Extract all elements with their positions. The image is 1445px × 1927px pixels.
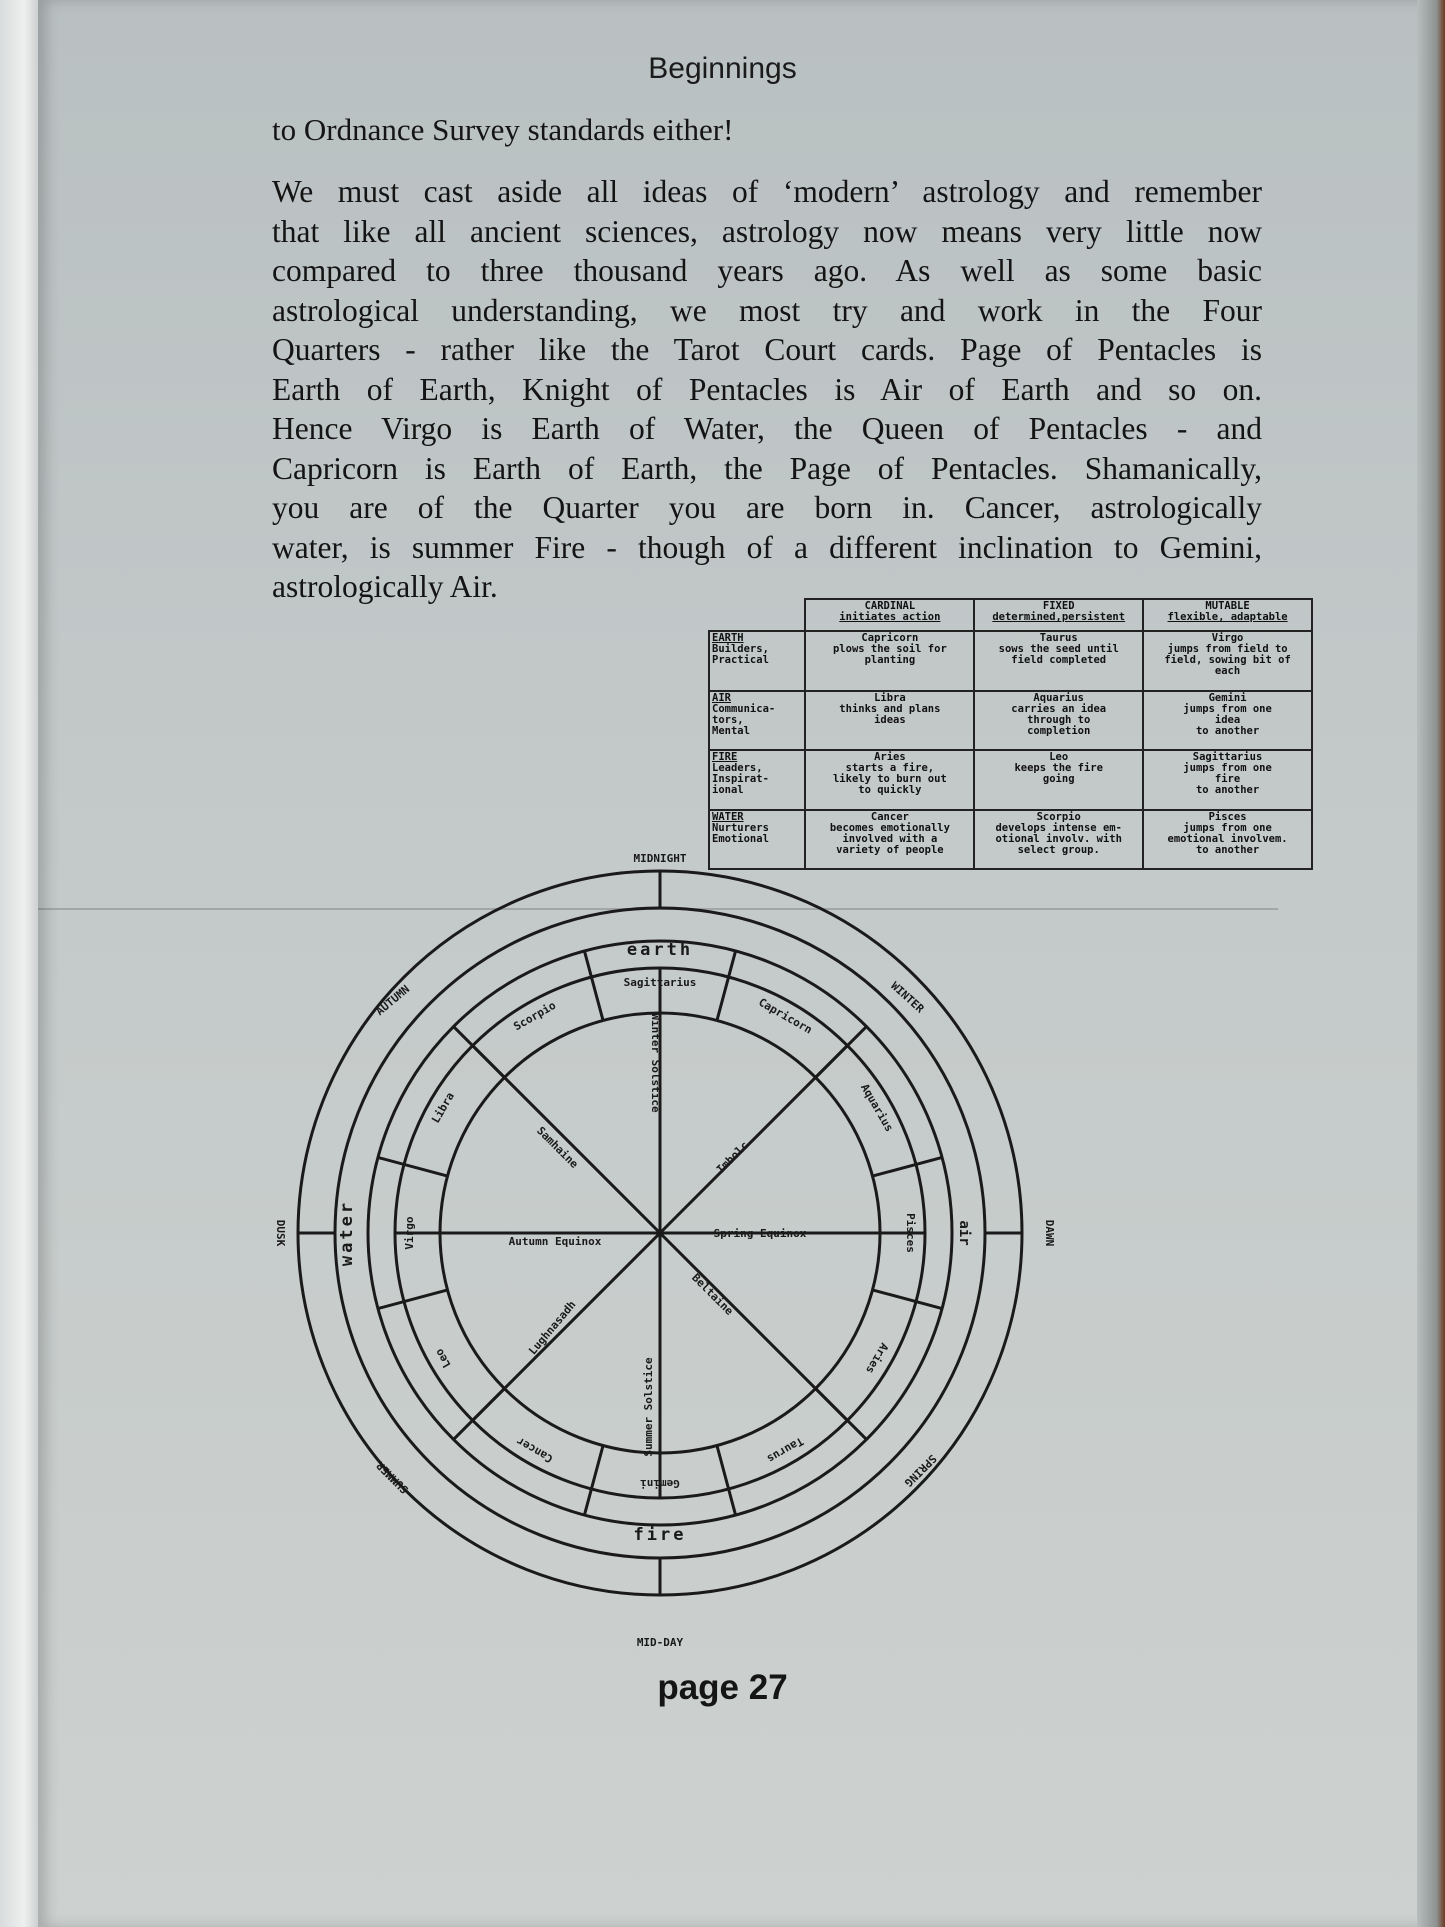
table-cell: Libra thinks and plans ideas — [805, 691, 974, 750]
column-subtitle: initiates action — [839, 611, 941, 623]
row-description: Nurturers Emotional — [712, 821, 769, 845]
sign-label: Sagittarius — [623, 976, 697, 989]
sign-divider — [454, 1389, 505, 1440]
air-label: air — [956, 1220, 972, 1246]
water-label: water — [337, 1199, 357, 1267]
sign-label: Virgo — [403, 1216, 416, 1250]
table-cell: Cancer becomes emotionally involved with a variety of people — [805, 810, 974, 870]
row-description: Builders, Practical — [712, 643, 769, 667]
imbolc-label: Imbolc — [713, 1138, 752, 1177]
summer-solstice-label: Summer Solstice — [642, 1357, 655, 1457]
paragraph-line: Capricorn is Earth of Earth, the Page of Pentacles. Shamanically, — [272, 450, 1262, 486]
column-title: FIXED — [1042, 600, 1075, 612]
paragraph-line: Hence Virgo is Earth of Water, the Queen of Pentacles - and — [272, 411, 1262, 446]
sign-divider — [816, 1389, 867, 1440]
spring-label: SPRING — [901, 1451, 940, 1490]
fire-label: fire — [633, 1525, 687, 1545]
table-cell: Taurus sows the seed until field completed — [974, 631, 1143, 690]
spring-equinox-label: Spring Equinox — [713, 1227, 807, 1240]
sign-divider — [717, 1446, 736, 1516]
sign-divider — [717, 951, 736, 1021]
table-cell: Virgo jumps from field to field, sowing bit of each — [1143, 631, 1312, 690]
running-header: Beginnings — [648, 52, 797, 85]
dawn-label: DAWN — [1043, 1219, 1056, 1247]
table-cell: Aries starts a fire, likely to burn out to quickly — [805, 750, 974, 809]
beltane-label: Beltaine — [689, 1271, 736, 1318]
paragraph-line: you are of the Quarter you are born in. Cancer, astrologically — [272, 490, 1262, 525]
winter-label: WINTER — [888, 979, 927, 1016]
table-cell: Capricorn plows the soil for planting — [805, 631, 974, 690]
table-cell: Aquarius carries an idea through to completion — [974, 691, 1143, 750]
winter-solstice-label: Winter Solstice — [649, 1013, 662, 1113]
paragraph-line: compared to three thousand years ago. As well as some basic — [272, 253, 1262, 288]
sign-label: Taurus — [764, 1434, 806, 1466]
column-title: MUTABLE — [1205, 600, 1250, 612]
autumn-label: AUTUMN — [373, 982, 413, 1019]
dusk-label: DUSK — [274, 1219, 287, 1247]
sign-label: Aquarius — [858, 1081, 896, 1134]
paragraph-line: We must cast aside all ideas of ‘modern’ astrology and remember — [272, 174, 1262, 209]
table-cell: Leo keeps the fire going — [974, 750, 1143, 809]
column-subtitle: flexible, adaptable — [1167, 611, 1288, 623]
summer-label: SUMMER — [373, 1458, 412, 1497]
paragraph-line: water, is summer Fire - though of a different inclination to Gemini, — [272, 529, 1262, 565]
table-cell: Sagittarius jumps from one fire to another — [1143, 750, 1312, 809]
row-element: FIRE — [712, 751, 738, 764]
sign-label: Leo — [432, 1346, 454, 1371]
sign-label: Gemini — [640, 1477, 680, 1490]
midday-label: MID-DAY — [636, 1636, 684, 1649]
sign-divider — [584, 951, 603, 1021]
sign-divider — [378, 1290, 448, 1309]
paragraph-line: astrological understanding, we most try and work in the Four — [272, 292, 1262, 328]
sign-divider — [378, 1157, 448, 1176]
sign-divider — [454, 1027, 505, 1078]
sign-label: Pisces — [904, 1213, 917, 1253]
lughnasadh-label: Lughnasadh — [526, 1298, 579, 1358]
column-title: CARDINAL — [864, 600, 916, 612]
paragraph-line: that like all ancient sciences, astrology now means very little now — [272, 213, 1262, 249]
sign-label: Aries — [863, 1340, 891, 1376]
table-cell: Pisces jumps from one emotional involvem. to another — [1143, 810, 1312, 870]
row-description: Leaders, Inspirat- ional — [712, 762, 769, 797]
samhain-label: Samhaine — [534, 1124, 581, 1171]
paragraph-line: Earth of Earth, Knight of Pentacles is Air of Earth and so on. — [272, 371, 1262, 407]
sign-label: Scorpio — [511, 998, 559, 1034]
row-description: Communica- tors, Mental — [712, 702, 776, 737]
earth-label: earth — [626, 940, 694, 960]
row-element: AIR — [712, 691, 731, 704]
paragraph-line: astrologically Air. — [272, 569, 498, 604]
sign-label: Libra — [429, 1090, 457, 1126]
table-cell: Scorpio develops intense em- otional involv. with select group. — [974, 810, 1143, 870]
table-cell: Gemini jumps from one idea to another — [1143, 691, 1312, 750]
continuation-line: to Ordnance Survey standards either! — [272, 112, 734, 147]
row-element: WATER — [712, 810, 744, 823]
sign-divider — [816, 1027, 867, 1078]
sign-divider — [873, 1157, 943, 1176]
row-element: EARTH — [712, 632, 744, 645]
paragraph-line: Quarters - rather like the Tarot Court cards. Page of Pentacles is — [272, 332, 1262, 367]
midnight-label: MIDNIGHT — [633, 852, 687, 865]
sign-divider — [873, 1290, 943, 1309]
column-subtitle: determined,persistent — [992, 611, 1126, 623]
page-number: page 27 — [657, 1668, 788, 1707]
sign-label: Cancer — [514, 1434, 556, 1466]
sign-label: Capricorn — [756, 995, 815, 1037]
sign-divider — [584, 1446, 603, 1516]
autumn-equinox-label: Autumn Equinox — [508, 1235, 602, 1248]
